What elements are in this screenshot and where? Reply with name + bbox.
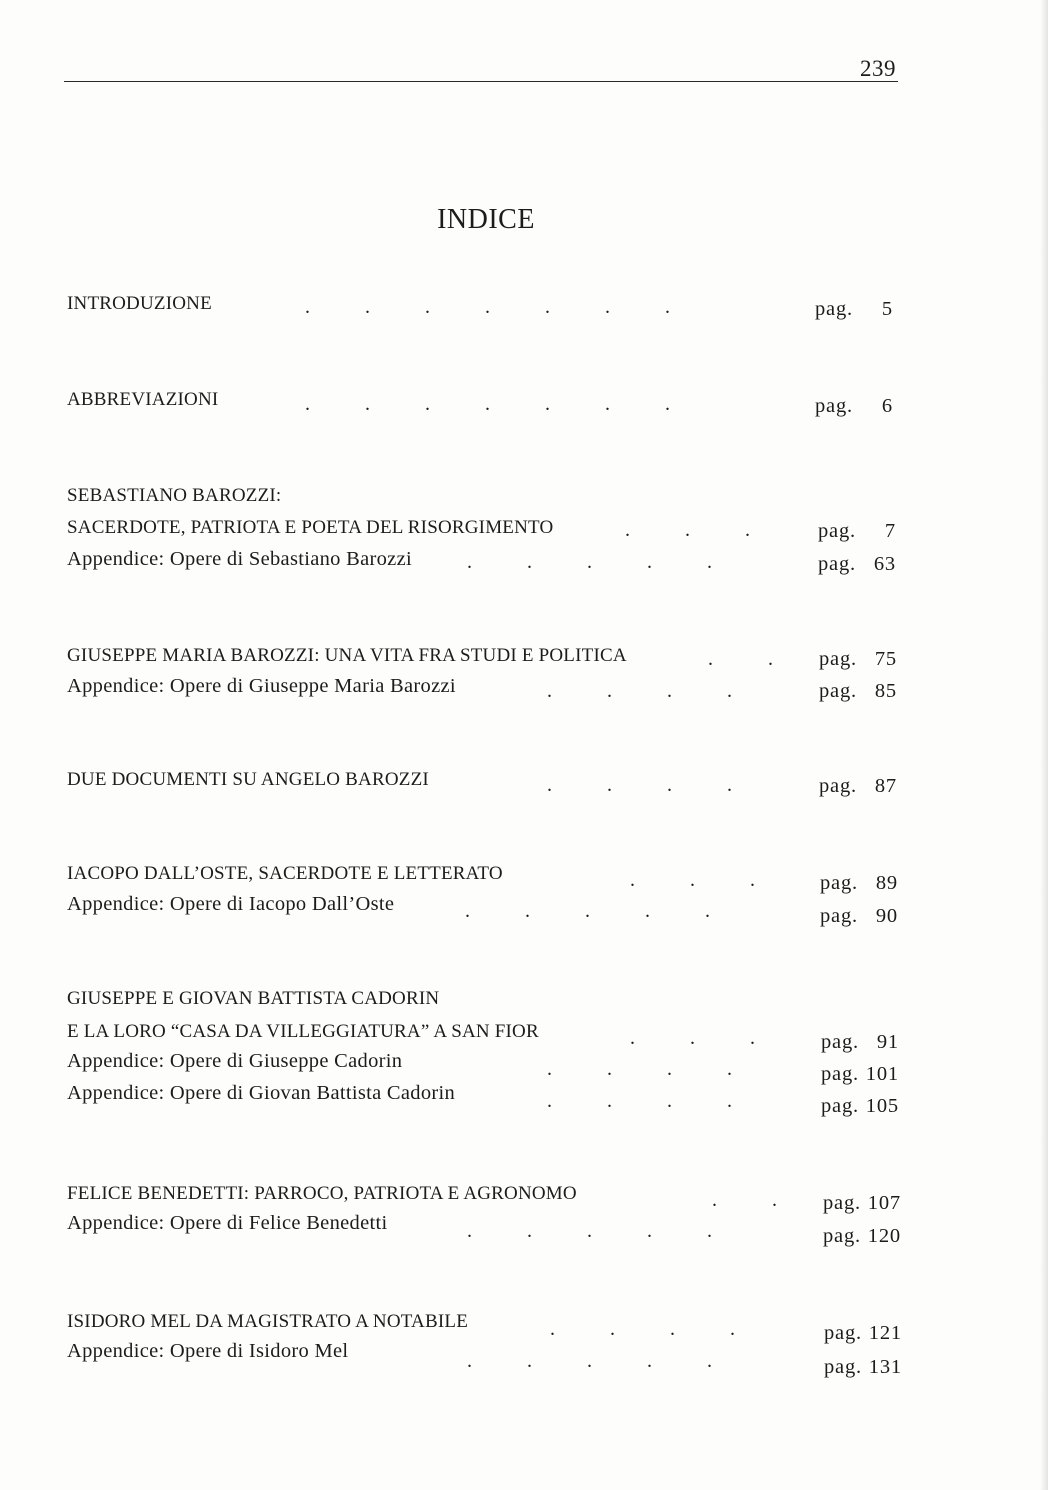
- dot-leader: . . . . .: [467, 1350, 712, 1372]
- toc-entry-angelo: DUE DOCUMENTI SU ANGELO BAROZZI: [67, 769, 429, 790]
- page-ref: pag. 121: [824, 1322, 902, 1344]
- dot-leader: . . . .: [547, 1090, 732, 1112]
- page-ref: pag. 131: [824, 1356, 902, 1378]
- page-ref: pag. 6: [815, 395, 893, 417]
- header-rule: [64, 81, 898, 82]
- dot-leader: . . . . .: [467, 1220, 712, 1242]
- dot-leader: . . . . . . .: [305, 393, 670, 415]
- toc-appendix-benedetti: Appendice: Opere di Felice Benedetti: [67, 1212, 388, 1234]
- dot-leader: . . . . .: [465, 900, 710, 922]
- dot-leader: . . . . . . .: [305, 296, 670, 318]
- toc-appendix-sebastiano: Appendice: Opere di Sebastiano Barozzi: [67, 548, 412, 570]
- toc-entry-mel: ISIDORO MEL DA MAGISTRATO A NOTABILE: [67, 1311, 468, 1332]
- dot-leader: . . . .: [550, 1318, 735, 1340]
- toc-appendix-cadorin-giuseppe: Appendice: Opere di Giuseppe Cadorin: [67, 1050, 403, 1072]
- toc-appendix-iacopo: Appendice: Opere di Iacopo Dall’Oste: [67, 893, 395, 915]
- toc-entry-iacopo: IACOPO DALL’OSTE, SACERDOTE E LETTERATO: [67, 863, 503, 884]
- toc-entry-introduzione: INTRODUZIONE: [67, 293, 212, 314]
- dot-leader: . . . .: [547, 680, 732, 702]
- toc-entry-benedetti: FELICE BENEDETTI: PARROCO, PATRIOTA E AGRONOMO: [67, 1183, 577, 1204]
- page-ref: pag. 107: [823, 1192, 901, 1214]
- toc-entry-giuseppe-maria: GIUSEPPE MARIA BAROZZI: UNA VITA FRA STUDI E POLITICA: [67, 645, 627, 666]
- page-ref: pag. 105: [821, 1095, 899, 1117]
- scan-edge-shadow: [1040, 0, 1048, 1490]
- dot-leader: . . . . .: [467, 551, 712, 573]
- dot-leader: . . . .: [547, 1058, 732, 1080]
- dot-leader: . .: [708, 648, 773, 670]
- dot-leader: . . .: [625, 519, 750, 541]
- page-ref: pag. 63: [818, 553, 896, 575]
- page-ref: pag. 91: [821, 1031, 899, 1053]
- page-title: INDICE: [437, 204, 535, 235]
- dot-leader: . . .: [630, 1027, 755, 1049]
- toc-appendix-mel: Appendice: Opere di Isidoro Mel: [67, 1340, 349, 1362]
- page-ref: pag. 75: [819, 648, 897, 670]
- page-ref: pag. 101: [821, 1063, 899, 1085]
- toc-entry-sebastiano-line2: SACERDOTE, PATRIOTA E POETA DEL RISORGIMENTO: [67, 517, 554, 538]
- toc-appendix-giuseppe-maria: Appendice: Opere di Giuseppe Maria Barozzi: [67, 675, 456, 697]
- page-ref: pag. 5: [815, 298, 893, 320]
- page-ref: pag. 120: [823, 1225, 901, 1247]
- dot-leader: . . .: [630, 869, 755, 891]
- toc-entry-abbreviazioni: ABBREVIAZIONI: [67, 389, 219, 410]
- toc-entry-cadorin-line1: GIUSEPPE E GIOVAN BATTISTA CADORIN: [67, 988, 440, 1009]
- toc-appendix-cadorin-giovan: Appendice: Opere di Giovan Battista Cadorin: [67, 1082, 456, 1104]
- page-ref: pag. 85: [819, 680, 897, 702]
- page-ref: pag. 87: [819, 775, 897, 797]
- page-ref: pag. 7: [818, 520, 896, 542]
- page-number: 239: [860, 56, 896, 81]
- dot-leader: . . . .: [547, 774, 732, 796]
- dot-leader: . .: [712, 1189, 777, 1211]
- page-ref: pag. 89: [820, 872, 898, 894]
- toc-entry-cadorin-line2: E LA LORO “CASA DA VILLEGGIATURA” A SAN FIOR: [67, 1021, 539, 1042]
- page-ref: pag. 90: [820, 905, 898, 927]
- toc-entry-sebastiano-line1: SEBASTIANO BAROZZI:: [67, 485, 282, 506]
